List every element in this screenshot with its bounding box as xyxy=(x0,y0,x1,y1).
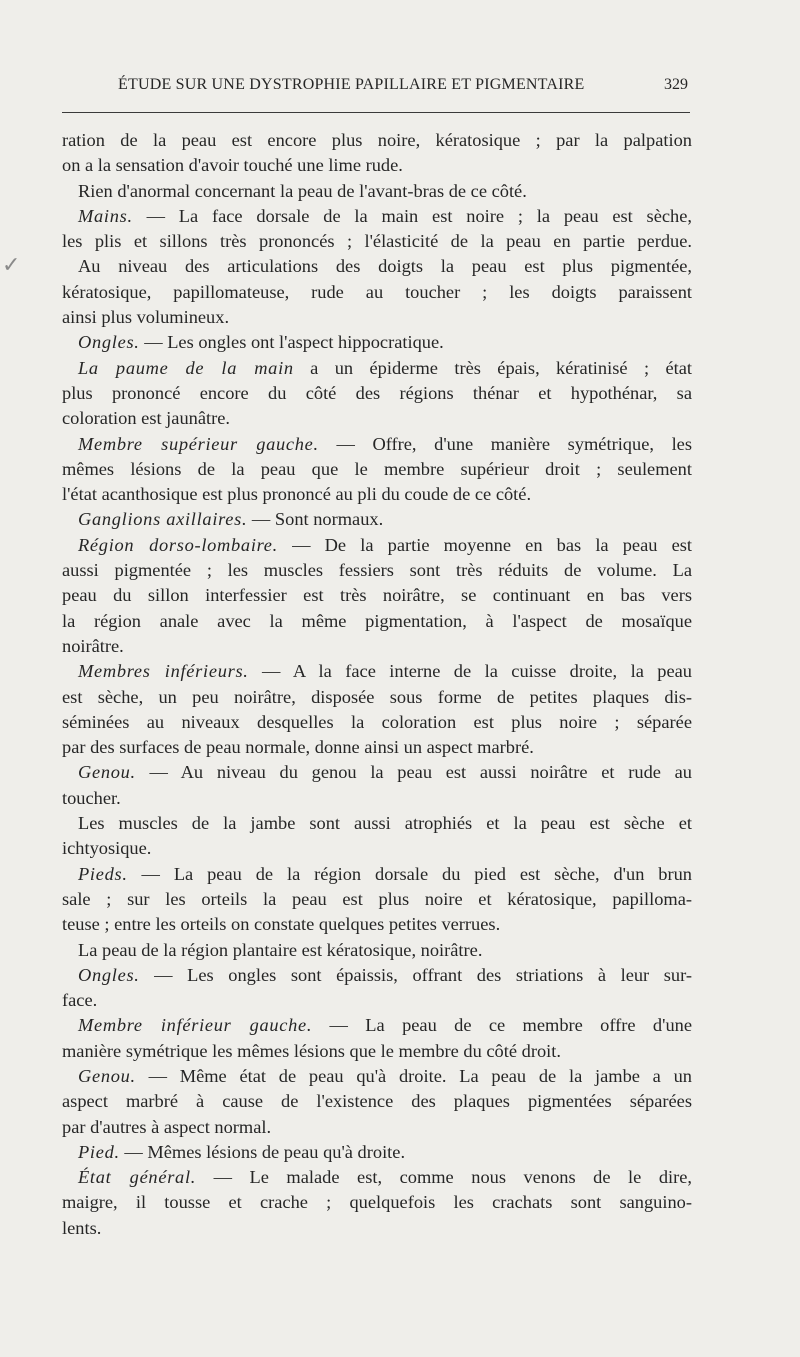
section-heading: Pied. xyxy=(78,1141,120,1162)
text-line: Ongles. — Les ongles sont épaissis, offrant des striations à leur sur- xyxy=(78,964,692,985)
text-line: ichtyosique. xyxy=(62,838,152,859)
text-line: les plis et sillons très prononcés ; l'élasticité de la peau en partie perdue. xyxy=(62,231,692,252)
running-title: ÉTUDE SUR UNE DYSTROPHIE PAPILLAIRE ET PIGMENTAIRE xyxy=(118,76,585,93)
text-line: la région anale avec la même pigmentation, à l'aspect de mosaïque xyxy=(62,610,692,631)
text-line: Membre supérieur gauche. — Offre, d'une manière symétrique, les xyxy=(78,433,692,454)
text-line: Membre inférieur gauche. — La peau de ce membre offre d'une xyxy=(78,1015,692,1036)
text-line: aussi pigmentée ; les muscles fessiers sont très réduits de volume. La xyxy=(62,560,692,581)
text-line: teuse ; entre les orteils on constate quelques petites verrues. xyxy=(62,914,501,935)
text-line: manière symétrique les mêmes lésions que le membre du côté droit. xyxy=(62,1040,561,1061)
text-line: Les muscles de la jambe sont aussi atrophiés et la peau est sèche et xyxy=(78,813,692,834)
text-line: Région dorso-lombaire. — De la partie moyenne en bas la peau est xyxy=(78,534,692,555)
text-line: sale ; sur les orteils la peau est plus noire et kératosique, papilloma- xyxy=(62,888,692,909)
text-line: coloration est jaunâtre. xyxy=(62,408,231,429)
text-line: par des surfaces de peau normale, donne ainsi un aspect marbré. xyxy=(62,737,534,758)
section-heading: La paume de la main xyxy=(78,357,294,378)
section-heading: Membre supérieur gauche. xyxy=(78,433,319,454)
text-line: La peau de la région plantaire est kératosique, noirâtre. xyxy=(78,939,483,960)
text-line: kératosique, papillomateuse, rude au toucher ; les doigts paraissent xyxy=(62,281,692,302)
text-line: l'état acanthosique est plus prononcé au pli du coude de ce côté. xyxy=(62,484,532,505)
text-line: Pieds. — La peau de la région dorsale du pied est sèche, d'un brun xyxy=(78,863,692,884)
body-text xyxy=(62,128,692,1241)
text-line: État général. — Le malade est, comme nous venons de le dire, xyxy=(78,1167,692,1188)
header-rule xyxy=(62,112,690,113)
text-line: Au niveau des articulations des doigts la peau est plus pigmentée, xyxy=(78,256,692,277)
text-line: Ongles. — Les ongles ont l'aspect hippocratique. xyxy=(78,332,444,353)
section-heading: Région dorso-lombaire. xyxy=(78,534,278,555)
text-line: Ganglions axillaires. — Sont normaux. xyxy=(78,509,384,530)
text-line: Rien d'anormal concernant la peau de l'avant-bras de ce côté. xyxy=(78,180,527,201)
section-heading: Ganglions axillaires. xyxy=(78,509,248,530)
section-heading: Mains. xyxy=(78,205,133,226)
text-line: est sèche, un peu noirâtre, disposée sous forme de petites plaques dis- xyxy=(62,686,692,707)
section-heading: Membres inférieurs. xyxy=(78,661,249,682)
section-heading: Ongles. xyxy=(78,964,140,985)
running-head xyxy=(62,76,688,100)
margin-mark-icon: ✓ xyxy=(2,252,21,277)
page-number: 329 xyxy=(664,76,688,93)
text-line: peau du sillon interfessier est très noirâtre, se continuant en bas vers xyxy=(62,585,692,606)
section-heading: Ongles. xyxy=(78,332,140,353)
text-line: maigre, il tousse et crache ; quelquefois les crachats sont sanguino- xyxy=(62,1192,692,1213)
text-line: toucher. xyxy=(62,787,121,808)
text-line: Genou. — Au niveau du genou la peau est aussi noirâtre et rude au xyxy=(78,762,692,783)
section-heading: Membre inférieur gauche. xyxy=(78,1015,313,1036)
text-line: aspect marbré à cause de l'existence des plaques pigmentées séparées xyxy=(62,1091,692,1112)
text-line: La paume de la main a un épiderme très épais, kératinisé ; état xyxy=(78,357,692,378)
text-line: face. xyxy=(62,990,98,1011)
section-heading: État général. xyxy=(78,1167,197,1188)
text-line: Genou. — Même état de peau qu'à droite. La peau de la jambe a un xyxy=(78,1065,692,1086)
text-line: Mains. — La face dorsale de la main est noire ; la peau est sèche, xyxy=(78,205,692,226)
text-line: plus prononcé encore du côté des régions thénar et hypothénar, sa xyxy=(62,382,692,403)
section-heading: Pieds. xyxy=(78,863,128,884)
text-line: par d'autres à aspect normal. xyxy=(62,1116,272,1137)
text-line: ainsi plus volumineux. xyxy=(62,307,230,328)
text-line: ration de la peau est encore plus noire, kératosique ; par la palpation xyxy=(62,130,692,150)
section-heading: Genou. xyxy=(78,1065,136,1086)
section-heading: Genou. xyxy=(78,762,136,783)
text-line: Membres inférieurs. — A la face interne de la cuisse droite, la peau xyxy=(78,661,692,682)
text-line: séminées au niveaux desquelles la coloration est plus noire ; séparée xyxy=(62,711,692,732)
text-line: mêmes lésions de la peau que le membre supérieur droit ; seulement xyxy=(62,458,692,479)
text-line: noirâtre. xyxy=(62,635,124,656)
text-line: on a la sensation d'avoir touché une lime rude. xyxy=(62,155,403,176)
text-line: Pied. — Mêmes lésions de peau qu'à droite. xyxy=(78,1141,406,1162)
text-line: lents. xyxy=(62,1217,102,1238)
